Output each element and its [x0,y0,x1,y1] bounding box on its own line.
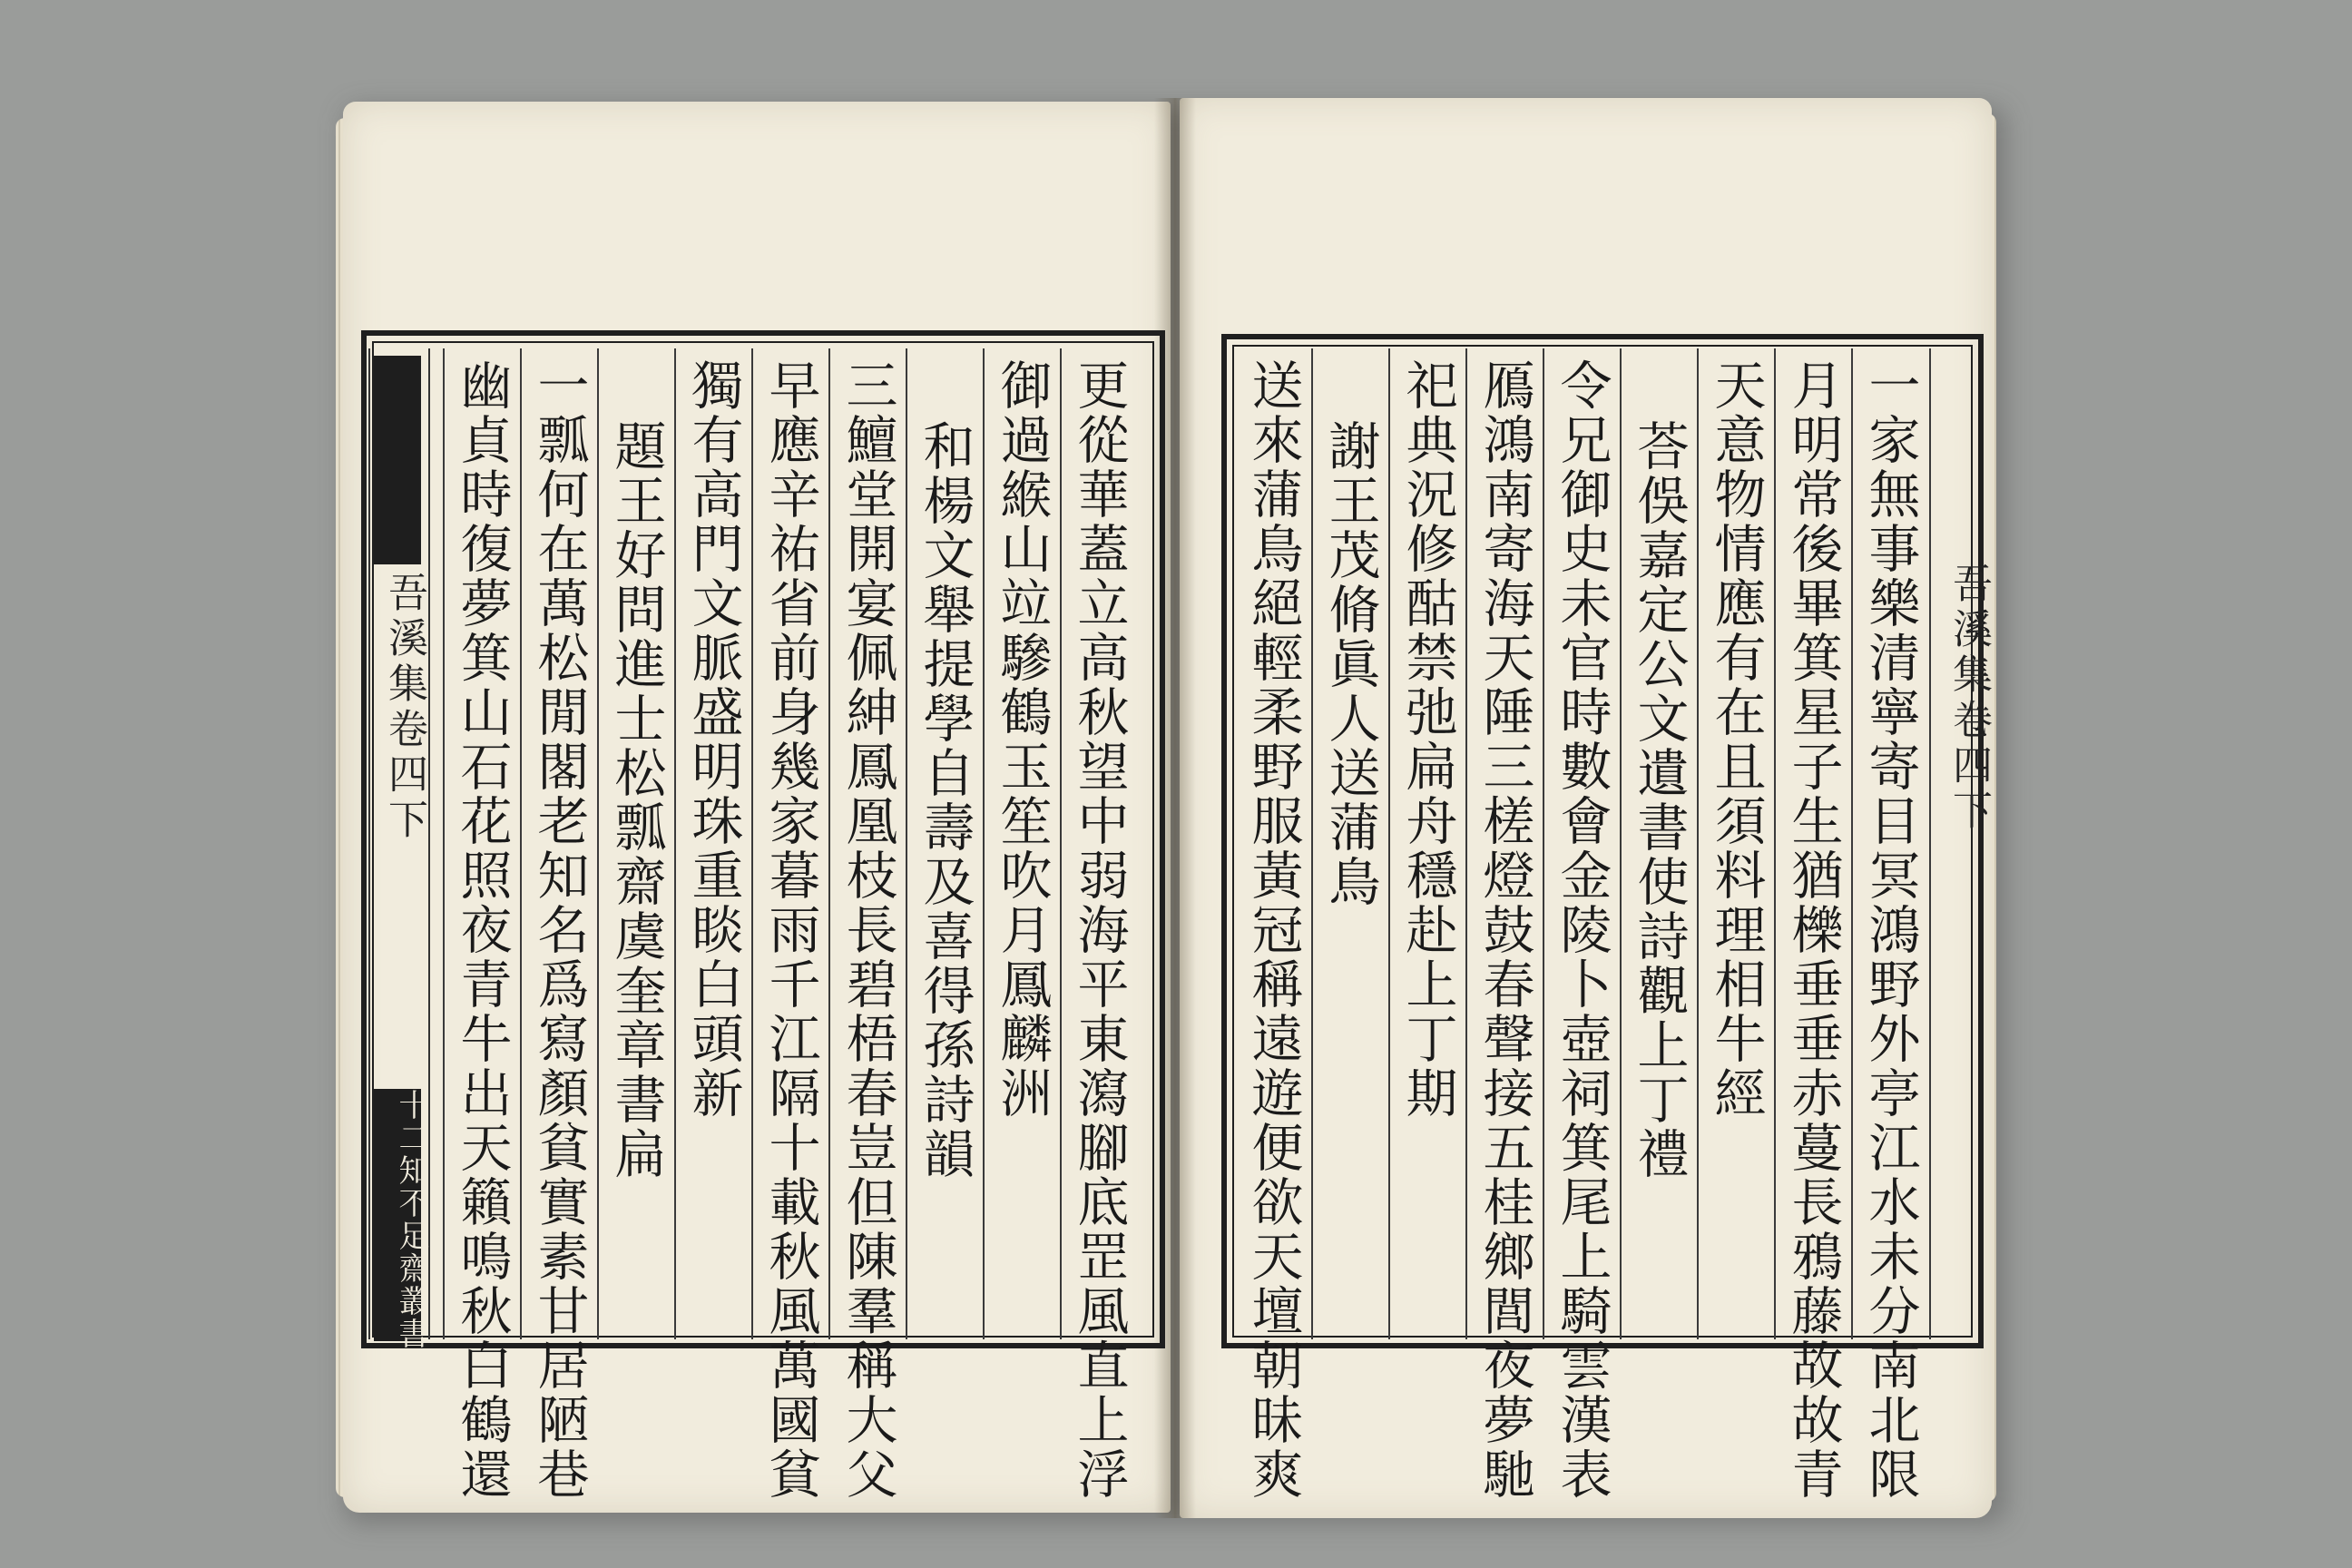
left-column-4: 三鱣堂開宴佩紳鳳凰枝長碧梧春豈但陳羣稱大父 [838,358,897,1502]
column-rule [1929,348,1931,1339]
left-column-5: 早應辛祐省前身幾家暮雨千江隔十載秋風萬國貧 [760,358,820,1502]
right-column-5: 令兄御史未官時數會金陵卜壺祠箕尾上騎雲漢表 [1552,358,1612,1502]
column-rule [1388,348,1390,1339]
column-rule [828,348,830,1339]
left-column-3: 和楊文舉提學自壽及喜得孫詩韻 [915,419,975,1181]
column-rule [983,348,985,1339]
left-column-1: 更從華蓋立高秋望中弱海平東瀉腳底罡風直上浮 [1069,358,1129,1502]
right-column-3: 天意物情應有在且須料理相牛經 [1706,358,1766,1121]
column-rule [520,348,522,1339]
column-rule [1851,348,1853,1339]
left-column-8: 一瓢何在萬松閒閣老知名爲寫顏貧實素甘居陋巷 [529,358,589,1502]
left-column-9: 幽貞時復夢箕山石花照夜青牛出天籟鳴秋白鶴還 [452,358,512,1502]
right-column-1: 一家無事樂清寧寄目冥鴻野外亭江水未分南北限 [1860,358,1920,1502]
column-rule [1543,348,1544,1339]
center-band-fishtail-top [374,356,421,564]
column-rule [1774,348,1776,1339]
column-rule [674,348,676,1339]
right-column-4: 荅俁嘉定公文遺書使詩觀上丁禮 [1629,419,1689,1181]
column-rule [1311,348,1313,1339]
right-column-8: 謝王茂脩眞人送蒲鳥 [1320,419,1380,909]
left-column-2: 御過緱山竝驂鶴玉笙吹月鳳麟洲 [992,358,1052,1121]
column-rule [1620,348,1622,1339]
left-column-7: 題王好問進士松瓢齋虞奎章書扁 [606,419,666,1181]
left-column-6: 獨有高門文脈盛明珠重睒白頭新 [683,358,743,1121]
right-column-6: 鴈鴻南寄海天陲三槎燈鼓春聲接五桂鄉閭夜夢馳 [1475,358,1534,1502]
center-folio: 十二知不足齋叢書 [393,1089,429,1350]
column-rule [1465,348,1467,1339]
column-rule [597,348,599,1339]
right-column-7: 祀典況修酤禁弛扁舟穩赴上丁期 [1397,358,1457,1121]
column-rule [443,348,445,1339]
right-column-2: 月明常後畢箕星子生猶櫟垂垂赤蔓長鴉藤故故青 [1783,358,1843,1502]
column-rule [751,348,753,1339]
right-center-title: 吾溪集卷四下 [1945,563,1992,835]
center-title: 吾溪集卷四下 [381,572,427,844]
right-column-9: 送來蒲鳥絕輕柔野服黃冠稱遠遊便欲天壇朝昧爽 [1243,358,1303,1502]
column-rule [1697,348,1699,1339]
column-rule [906,348,907,1339]
column-rule [1060,348,1062,1339]
